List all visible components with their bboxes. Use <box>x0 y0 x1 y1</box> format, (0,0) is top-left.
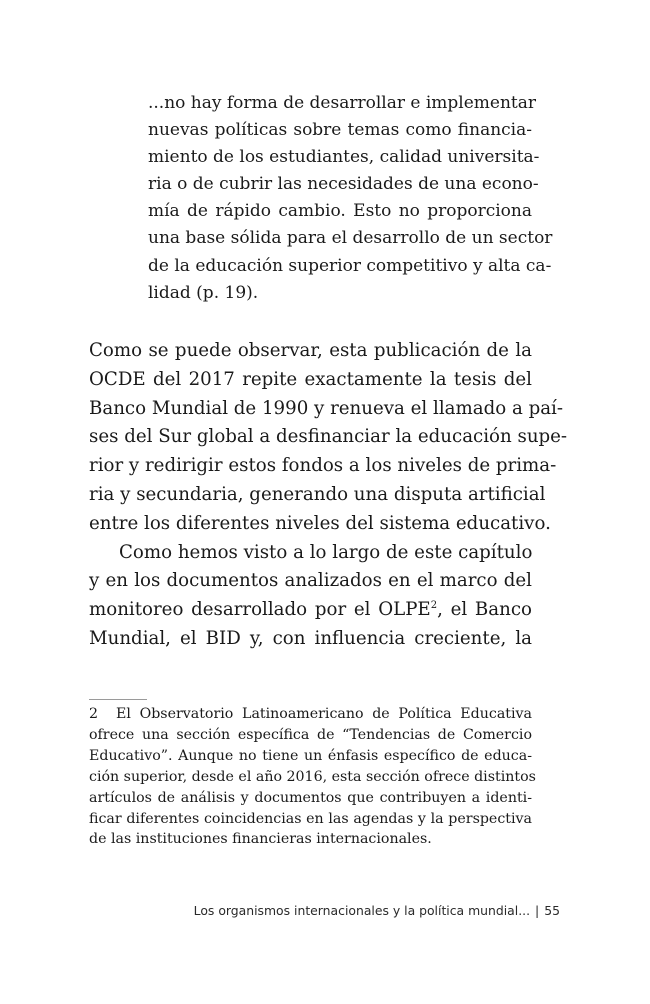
footnote <box>89 704 536 850</box>
paragraph-1 <box>89 337 568 539</box>
running-footer <box>89 902 560 920</box>
body-line: ria y secundaria, generando una disputa artificial <box>89 483 546 505</box>
quote-line: ria o de cubrir las necesidades de una econo- <box>148 174 539 195</box>
body-text <box>89 337 568 654</box>
footnote-number: 2 <box>89 706 99 722</box>
footnote-line: ción superior, desde el año 2016, esta sección ofrece distintos <box>89 768 536 785</box>
quote-line: ...no hay forma de desarrollar e implementar <box>148 93 537 113</box>
quote-line: mía de rápido cambio. Esto no proporciona <box>148 201 532 222</box>
body-line: entre los diferentes niveles del sistema educativo. <box>89 512 551 534</box>
body-line: Como hemos visto a lo largo de este capítulo <box>119 541 533 563</box>
footnote-line: de las instituciones financieras internacionales. <box>89 831 432 848</box>
quote-line: una base sólida para el desarrollo de un sector <box>148 228 553 249</box>
page-number: 55 <box>544 903 560 918</box>
body-line: ses del Sur global a desfinanciar la educación supe- <box>89 426 568 448</box>
footer-separator: | <box>535 903 540 918</box>
footnote-line: Educativo”. Aunque no tiene un énfasis específico de educa- <box>89 747 532 764</box>
footnote-line: ofrece una sección específica de “Tendencias de Comercio <box>89 726 532 743</box>
footnote-line: artículos de análisis y documentos que contribuyen a identi- <box>89 789 532 806</box>
body-line-text: , el Banco <box>437 599 532 621</box>
footnote-reference[interactable]: 2 <box>430 600 438 612</box>
footnote-text: El Observatorio Latinoamericano de Política Educativa <box>116 706 532 722</box>
body-line: rior y redirigir estos fondos a los niveles de prima- <box>89 455 557 477</box>
body-line: Mundial, el BID y, con influencia creciente, la <box>89 627 532 649</box>
body-line: y en los documentos analizados en el marco del <box>89 570 532 592</box>
footnote-divider <box>89 699 147 700</box>
body-line: OCDE del 2017 repite exactamente la tesis del <box>89 368 532 390</box>
footnote-line <box>89 704 532 725</box>
body-line: Banco Mundial de 1990 y renueva el llamado a paí- <box>89 397 564 419</box>
quote-line: nuevas políticas sobre temas como financia- <box>148 120 532 141</box>
running-title: Los organismos internacionales y la política mundial... <box>193 903 531 918</box>
quote-line: lidad (p. 19). <box>148 282 259 303</box>
block-quote <box>148 90 553 307</box>
footnote-line: ficar diferentes coincidencias en las agendas y la perspectiva <box>89 810 532 827</box>
quote-line: de la educación superior competitivo y alta ca- <box>148 255 552 276</box>
paragraph-2 <box>89 539 532 654</box>
quote-line: miento de los estudiantes, calidad universita- <box>148 147 540 168</box>
body-line-text: monitoreo desarrollado por el OLPE <box>89 599 431 621</box>
body-line <box>89 596 532 625</box>
body-line: Como se puede observar, esta publicación de la <box>89 340 532 361</box>
